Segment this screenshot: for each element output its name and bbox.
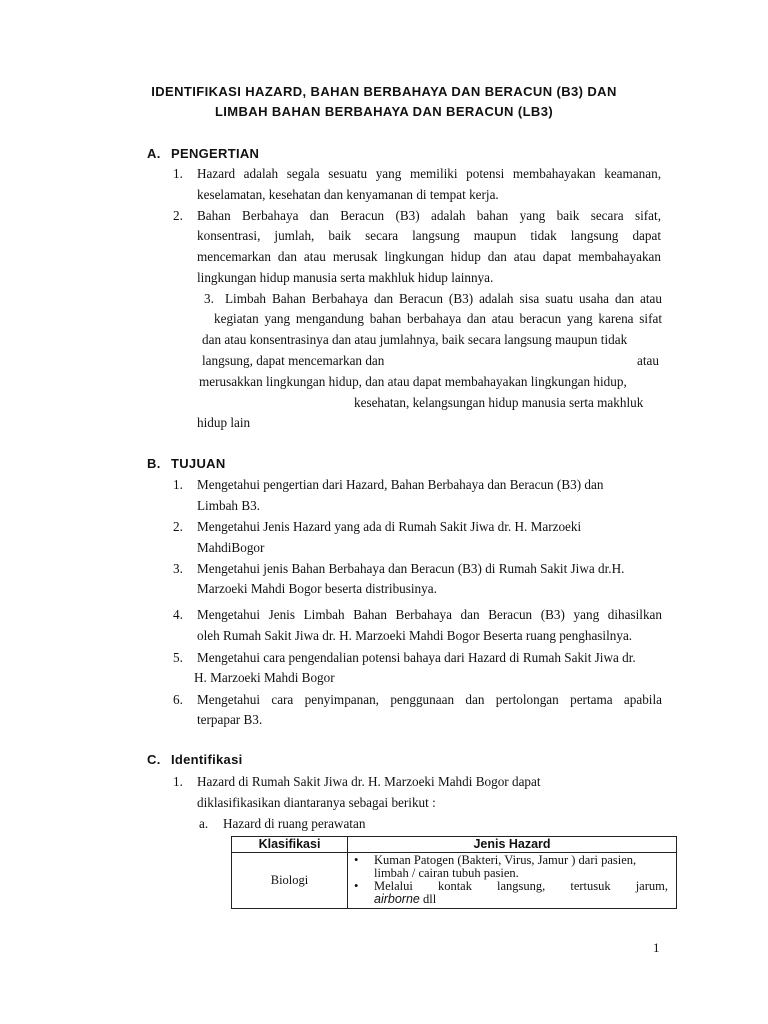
cell-jenis-hazard	[348, 853, 677, 909]
section-b-item-5-line-1: Mengetahui cara pengendalian potensi bahaya dari Hazard di Rumah Sakit Jiwa dr.	[197, 650, 636, 665]
section-a-item-3-line-2: kegiatan yang mengandung bahan berbahaya dan atau beracun yang karena sifat	[214, 311, 662, 326]
section-c-heading	[147, 752, 243, 767]
section-b-item-3-line-2: Marzoeki Mahdi Bogor beserta distribusinya.	[197, 581, 437, 596]
hazard-table-header-row	[232, 837, 677, 853]
section-a-item-3-line-4: langsung, dapat mencemarkan dan	[202, 353, 385, 368]
section-b-item-5-number: 5.	[173, 650, 183, 665]
cell-klasifikasi: Biologi	[232, 853, 348, 909]
section-c-sub-a-text: Hazard di ruang perawatan	[223, 816, 366, 831]
header-klasifikasi: Klasifikasi	[232, 837, 348, 853]
section-a-item-1-line-2: keselamatan, kesehatan dan kenyamanan di tempat kerja.	[197, 187, 499, 202]
section-b-item-3-line-1: Mengetahui jenis Bahan Berbahaya dan Beracun (B3) di Rumah Sakit Jiwa dr.H.	[197, 561, 625, 576]
hazard-table	[231, 836, 677, 909]
section-a-item-3-line-6: kesehatan, kelangsungan hidup manusia serta makhluk	[354, 395, 644, 410]
section-a-item-2-line-1: Bahan Berbahaya dan Beracun (B3) adalah bahan yang baik secara sifat,	[197, 208, 661, 223]
section-a-heading	[147, 146, 259, 161]
section-b-heading	[147, 456, 226, 471]
section-b-item-6-line-2: terpapar B3.	[197, 712, 263, 727]
section-c-item-1-line-2: diklasifikasikan diantaranya sebagai berikut :	[197, 795, 436, 810]
section-a-item-2-number: 2.	[173, 208, 183, 223]
section-c-letter: C.	[147, 752, 161, 767]
section-c-item-1-number: 1.	[173, 774, 183, 789]
section-a-title: PENGERTIAN	[171, 146, 260, 161]
section-a-item-3-line-3: dan atau konsentrasinya dan atau jumlahnya, baik secara langsung maupun tidak	[202, 332, 628, 347]
section-b-item-1-number: 1.	[173, 477, 183, 492]
section-c-title: Identifikasi	[171, 752, 243, 767]
bullet-icon: •	[354, 879, 359, 893]
hazard-item-tail: dll	[419, 892, 437, 906]
section-a-item-3-line-7: hidup lain	[197, 415, 251, 430]
section-b-item-5-line-2: H. Marzoeki Mahdi Bogor	[194, 670, 335, 685]
section-b-letter: B.	[147, 456, 161, 471]
section-b-item-1-line-2: Limbah B3.	[197, 498, 261, 513]
hazard-item-text: Melalui kontak langsung, tertusuk jarum,	[374, 879, 668, 893]
section-a-item-3-line-5: merusakkan lingkungan hidup, dan atau dapat membahayakan lingkungan hidup,	[199, 374, 627, 389]
section-a-item-3-line-1: Limbah Bahan Berbahaya dan Beracun (B3) adalah sisa suatu usaha dan atau	[225, 291, 662, 306]
table-row	[232, 853, 677, 909]
section-b-item-4-line-1: Mengetahui Jenis Limbah Bahan Berbahaya dan Beracun (B3) yang dihasilkan	[197, 607, 662, 622]
section-b-item-6-line-1: Mengetahui cara penyimpanan, penggunaan dan pertolongan pertama apabila	[197, 692, 662, 707]
section-a-item-2-line-3: mencemarkan dan atau merusak lingkungan hidup dan atau dapat membahayakan	[197, 249, 661, 264]
header-jenis-hazard: Jenis Hazard	[348, 837, 677, 853]
section-b-item-4-number: 4.	[173, 607, 183, 622]
section-a-item-2-line-4: lingkungan hidup manusia serta makhluk hidup lainnya.	[197, 270, 494, 285]
section-a-item-3-number: 3.	[204, 291, 214, 306]
list-item	[354, 880, 668, 906]
section-b-title: TUJUAN	[171, 456, 226, 471]
section-a-letter: A.	[147, 146, 161, 161]
page-number: 1	[653, 940, 660, 955]
section-b-item-4-line-2: oleh Rumah Sakit Jiwa dr. H. Marzoeki Mahdi Bogor Beserta ruang penghasilnya.	[197, 628, 633, 643]
section-a-item-3-line-4b: atau	[637, 353, 659, 368]
section-b-item-6-number: 6.	[173, 692, 183, 707]
section-b-item-2-line-1: Mengetahui Jenis Hazard yang ada di Rumah Sakit Jiwa dr. H. Marzoeki	[197, 519, 582, 534]
hazard-item-text: Kuman Patogen (Bakteri, Virus, Jamur ) dari pasien, limbah / cairan tubuh pasien.	[374, 853, 637, 880]
list-item	[354, 854, 668, 880]
section-c-item-1-line-1: Hazard di Rumah Sakit Jiwa dr. H. Marzoeki Mahdi Bogor dapat	[197, 774, 541, 789]
section-a-item-2-line-2: konsentrasi, jumlah, baik secara langsung maupun tidak langsung dapat	[197, 228, 661, 243]
document-title-line-1: IDENTIFIKASI HAZARD, BAHAN BERBAHAYA DAN BERACUN (B3) DAN	[151, 84, 617, 99]
section-c-sub-a-letter: a.	[199, 816, 209, 831]
section-a-item-1-line-1: Hazard adalah segala sesuatu yang memiliki potensi membahayakan keamanan,	[197, 166, 661, 181]
document-title-line-2: LIMBAH BAHAN BERBAHAYA DAN BERACUN (LB3)	[214, 104, 554, 119]
bullet-icon: •	[354, 853, 359, 867]
section-a-item-1-number: 1.	[173, 166, 183, 181]
section-b-item-1-line-1: Mengetahui pengertian dari Hazard, Bahan Berbahaya dan Beracun (B3) dan	[197, 477, 604, 492]
section-b-item-2-line-2: MahdiBogor	[197, 540, 265, 555]
hazard-item-airborne: airborne	[374, 892, 420, 906]
section-b-item-2-number: 2.	[173, 519, 183, 534]
section-b-item-3-number: 3.	[173, 561, 183, 576]
